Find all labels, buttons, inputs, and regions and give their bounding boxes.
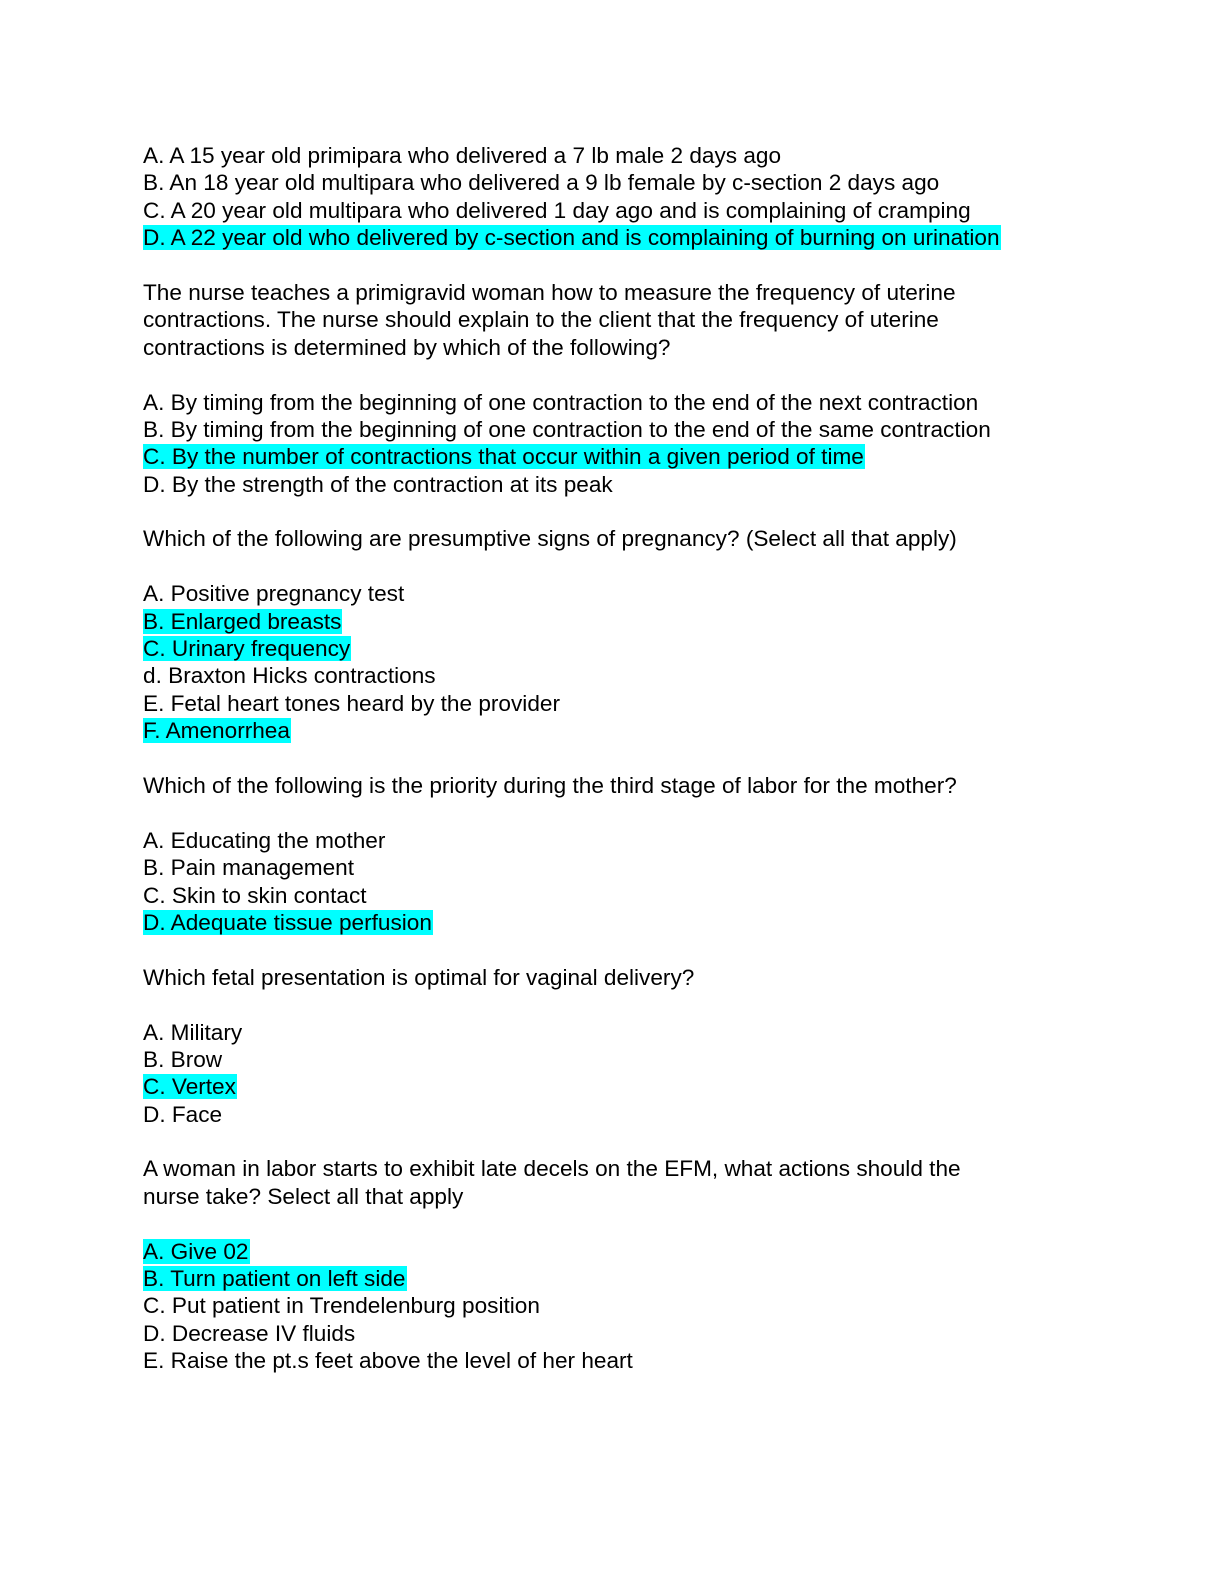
question-text-line: contractions. The nurse should explain to the client that the frequency of uterine xyxy=(143,307,939,333)
answer-option xyxy=(143,717,1063,744)
question-text-line: contractions is determined by which of the following? xyxy=(143,334,671,360)
highlighted-answer-text: F. Amenorrhea xyxy=(143,718,290,744)
answer-option xyxy=(143,1101,1063,1128)
answer-text: B. By timing from the beginning of one contraction to the end of the same contraction xyxy=(143,416,991,442)
answer-option xyxy=(143,909,1063,936)
answer-text: B. Brow xyxy=(143,1046,223,1072)
question-text-line: Which of the following is the priority during the third stage of labor for the mother? xyxy=(143,772,957,798)
answer-text: B. Pain management xyxy=(143,855,355,881)
answer-text: D. By the strength of the contraction at its peak xyxy=(143,471,613,497)
answer-text: A. Military xyxy=(143,1019,243,1045)
answer-option xyxy=(143,635,1063,662)
answer-text: D. Face xyxy=(143,1101,223,1127)
answer-text: E. Raise the pt.s feet above the level of her heart xyxy=(143,1348,633,1374)
answer-option xyxy=(143,443,1063,470)
question-text-line: Which of the following are presumptive signs of pregnancy? (Select all that apply) xyxy=(143,526,957,552)
paragraph-spacer xyxy=(143,799,1063,826)
question-text-line: A woman in labor starts to exhibit late decels on the EFM, what actions should the xyxy=(143,1156,961,1182)
answer-option xyxy=(143,169,1063,196)
question-text-line: Which fetal presentation is optimal for vaginal delivery? xyxy=(143,964,695,990)
highlighted-answer-text: A. Give 02 xyxy=(143,1238,249,1264)
answer-option xyxy=(143,882,1063,909)
answer-text: B. An 18 year old multipara who delivered a 9 lb female by c-section 2 days ago xyxy=(143,170,940,196)
answer-option xyxy=(143,1046,1063,1073)
paragraph-spacer xyxy=(143,252,1063,279)
answer-option xyxy=(143,1320,1063,1347)
paragraph-spacer xyxy=(143,1210,1063,1237)
answer-option xyxy=(143,471,1063,498)
paragraph-spacer xyxy=(143,1128,1063,1155)
answer-option xyxy=(143,224,1063,251)
highlighted-answer-text: D. A 22 year old who delivered by c-section and is complaining of burning on urination xyxy=(143,225,1000,251)
answer-option xyxy=(143,416,1063,443)
answer-text: C. Put patient in Trendelenburg position xyxy=(143,1293,540,1319)
answer-text: A. By timing from the beginning of one contraction to the end of the next contraction xyxy=(143,389,979,415)
answer-option xyxy=(143,1265,1063,1292)
paragraph-spacer xyxy=(143,936,1063,963)
answer-option xyxy=(143,690,1063,717)
question-text-line: The nurse teaches a primigravid woman how to measure the frequency of uterine xyxy=(143,279,956,305)
answer-option xyxy=(143,142,1063,169)
highlighted-answer-text: B. Enlarged breasts xyxy=(143,608,342,634)
answer-option xyxy=(143,580,1063,607)
highlighted-answer-text: C. Urinary frequency xyxy=(143,636,351,662)
highlighted-answer-text: B. Turn patient on left side xyxy=(143,1266,406,1292)
answer-option xyxy=(143,827,1063,854)
answer-text: A. A 15 year old primipara who delivered a 7 lb male 2 days ago xyxy=(143,143,782,168)
paragraph-spacer xyxy=(143,553,1063,580)
document-page xyxy=(143,142,1063,1375)
answer-option xyxy=(143,662,1063,689)
paragraph-spacer xyxy=(143,498,1063,525)
question-text-line: nurse take? Select all that apply xyxy=(143,1183,464,1209)
answer-text: d. Braxton Hicks contractions xyxy=(143,663,436,689)
answer-option xyxy=(143,389,1063,416)
highlighted-answer-text: C. By the number of contractions that occur within a given period of time xyxy=(143,444,864,470)
answer-option xyxy=(143,1347,1063,1374)
answer-option xyxy=(143,608,1063,635)
answer-option xyxy=(143,1019,1063,1046)
highlighted-answer-text: C. Vertex xyxy=(143,1074,236,1100)
paragraph-spacer xyxy=(143,361,1063,388)
answer-text: D. Decrease IV fluids xyxy=(143,1320,356,1346)
answer-text: A. Positive pregnancy test xyxy=(143,581,405,607)
answer-text: C. A 20 year old multipara who delivered 1 day ago and is complaining of cramping xyxy=(143,197,971,223)
answer-option xyxy=(143,1238,1063,1265)
highlighted-answer-text: D. Adequate tissue perfusion xyxy=(143,909,432,935)
answer-option xyxy=(143,1073,1063,1100)
paragraph-spacer xyxy=(143,745,1063,772)
answer-text: E. Fetal heart tones heard by the provider xyxy=(143,690,560,716)
paragraph-spacer xyxy=(143,991,1063,1018)
answer-text: C. Skin to skin contact xyxy=(143,882,367,908)
answer-option xyxy=(143,1292,1063,1319)
answer-option xyxy=(143,854,1063,881)
answer-option xyxy=(143,197,1063,224)
answer-text: A. Educating the mother xyxy=(143,827,386,853)
